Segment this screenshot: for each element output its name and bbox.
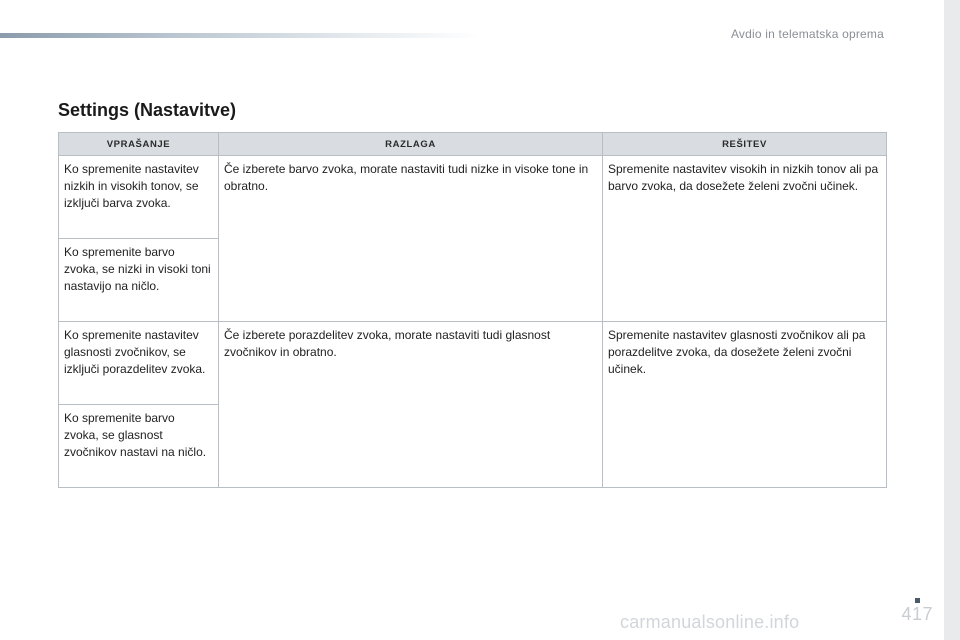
question-cell: Ko spremenite barvo zvoka, se nizki in visoki toni nastavijo na ničlo. (59, 239, 219, 322)
explanation-cell: Če izberete porazdelitev zvoka, morate nastaviti tudi glasnost zvočnikov in obratno. (219, 322, 603, 488)
column-header-solution: REŠITEV (603, 133, 887, 156)
page-marker-square (915, 598, 920, 603)
page-edge-strip (944, 0, 960, 640)
explanation-cell: Če izberete barvo zvoka, morate nastaviti tudi nizke in visoke tone in obratno. (219, 156, 603, 322)
troubleshooting-table (58, 132, 887, 488)
column-header-question: VPRAŠANJE (59, 133, 219, 156)
table-row (59, 322, 887, 405)
watermark: carmanualsonline.info (620, 612, 800, 632)
solution-cell: Spremenite nastavitev glasnosti zvočnikov ali pa porazdelitve zvoka, da dosežete želeni zvočni učinek. (603, 322, 887, 488)
table-header-row (59, 133, 887, 156)
question-cell: Ko spremenite nastavitev nizkih in visokih tonov, se izključi barva zvoka. (59, 156, 219, 239)
solution-cell: Spremenite nastavitev visokih in nizkih tonov ali pa barvo zvoka, da dosežete želeni zvočni učinek. (603, 156, 887, 322)
page-title: Settings (Nastavitve) (58, 100, 237, 120)
question-cell: Ko spremenite nastavitev glasnosti zvočnikov, se izključi porazdelitev zvoka. (59, 322, 219, 405)
section-header-title: Avdio in telematska oprema (730, 27, 884, 41)
question-cell: Ko spremenite barvo zvoka, se glasnost zvočnikov nastavi na ničlo. (59, 405, 219, 488)
page-number: 417 (901, 604, 933, 624)
table-row (59, 156, 887, 239)
column-header-explanation: RAZLAGA (219, 133, 603, 156)
header-accent-bar (0, 33, 480, 38)
